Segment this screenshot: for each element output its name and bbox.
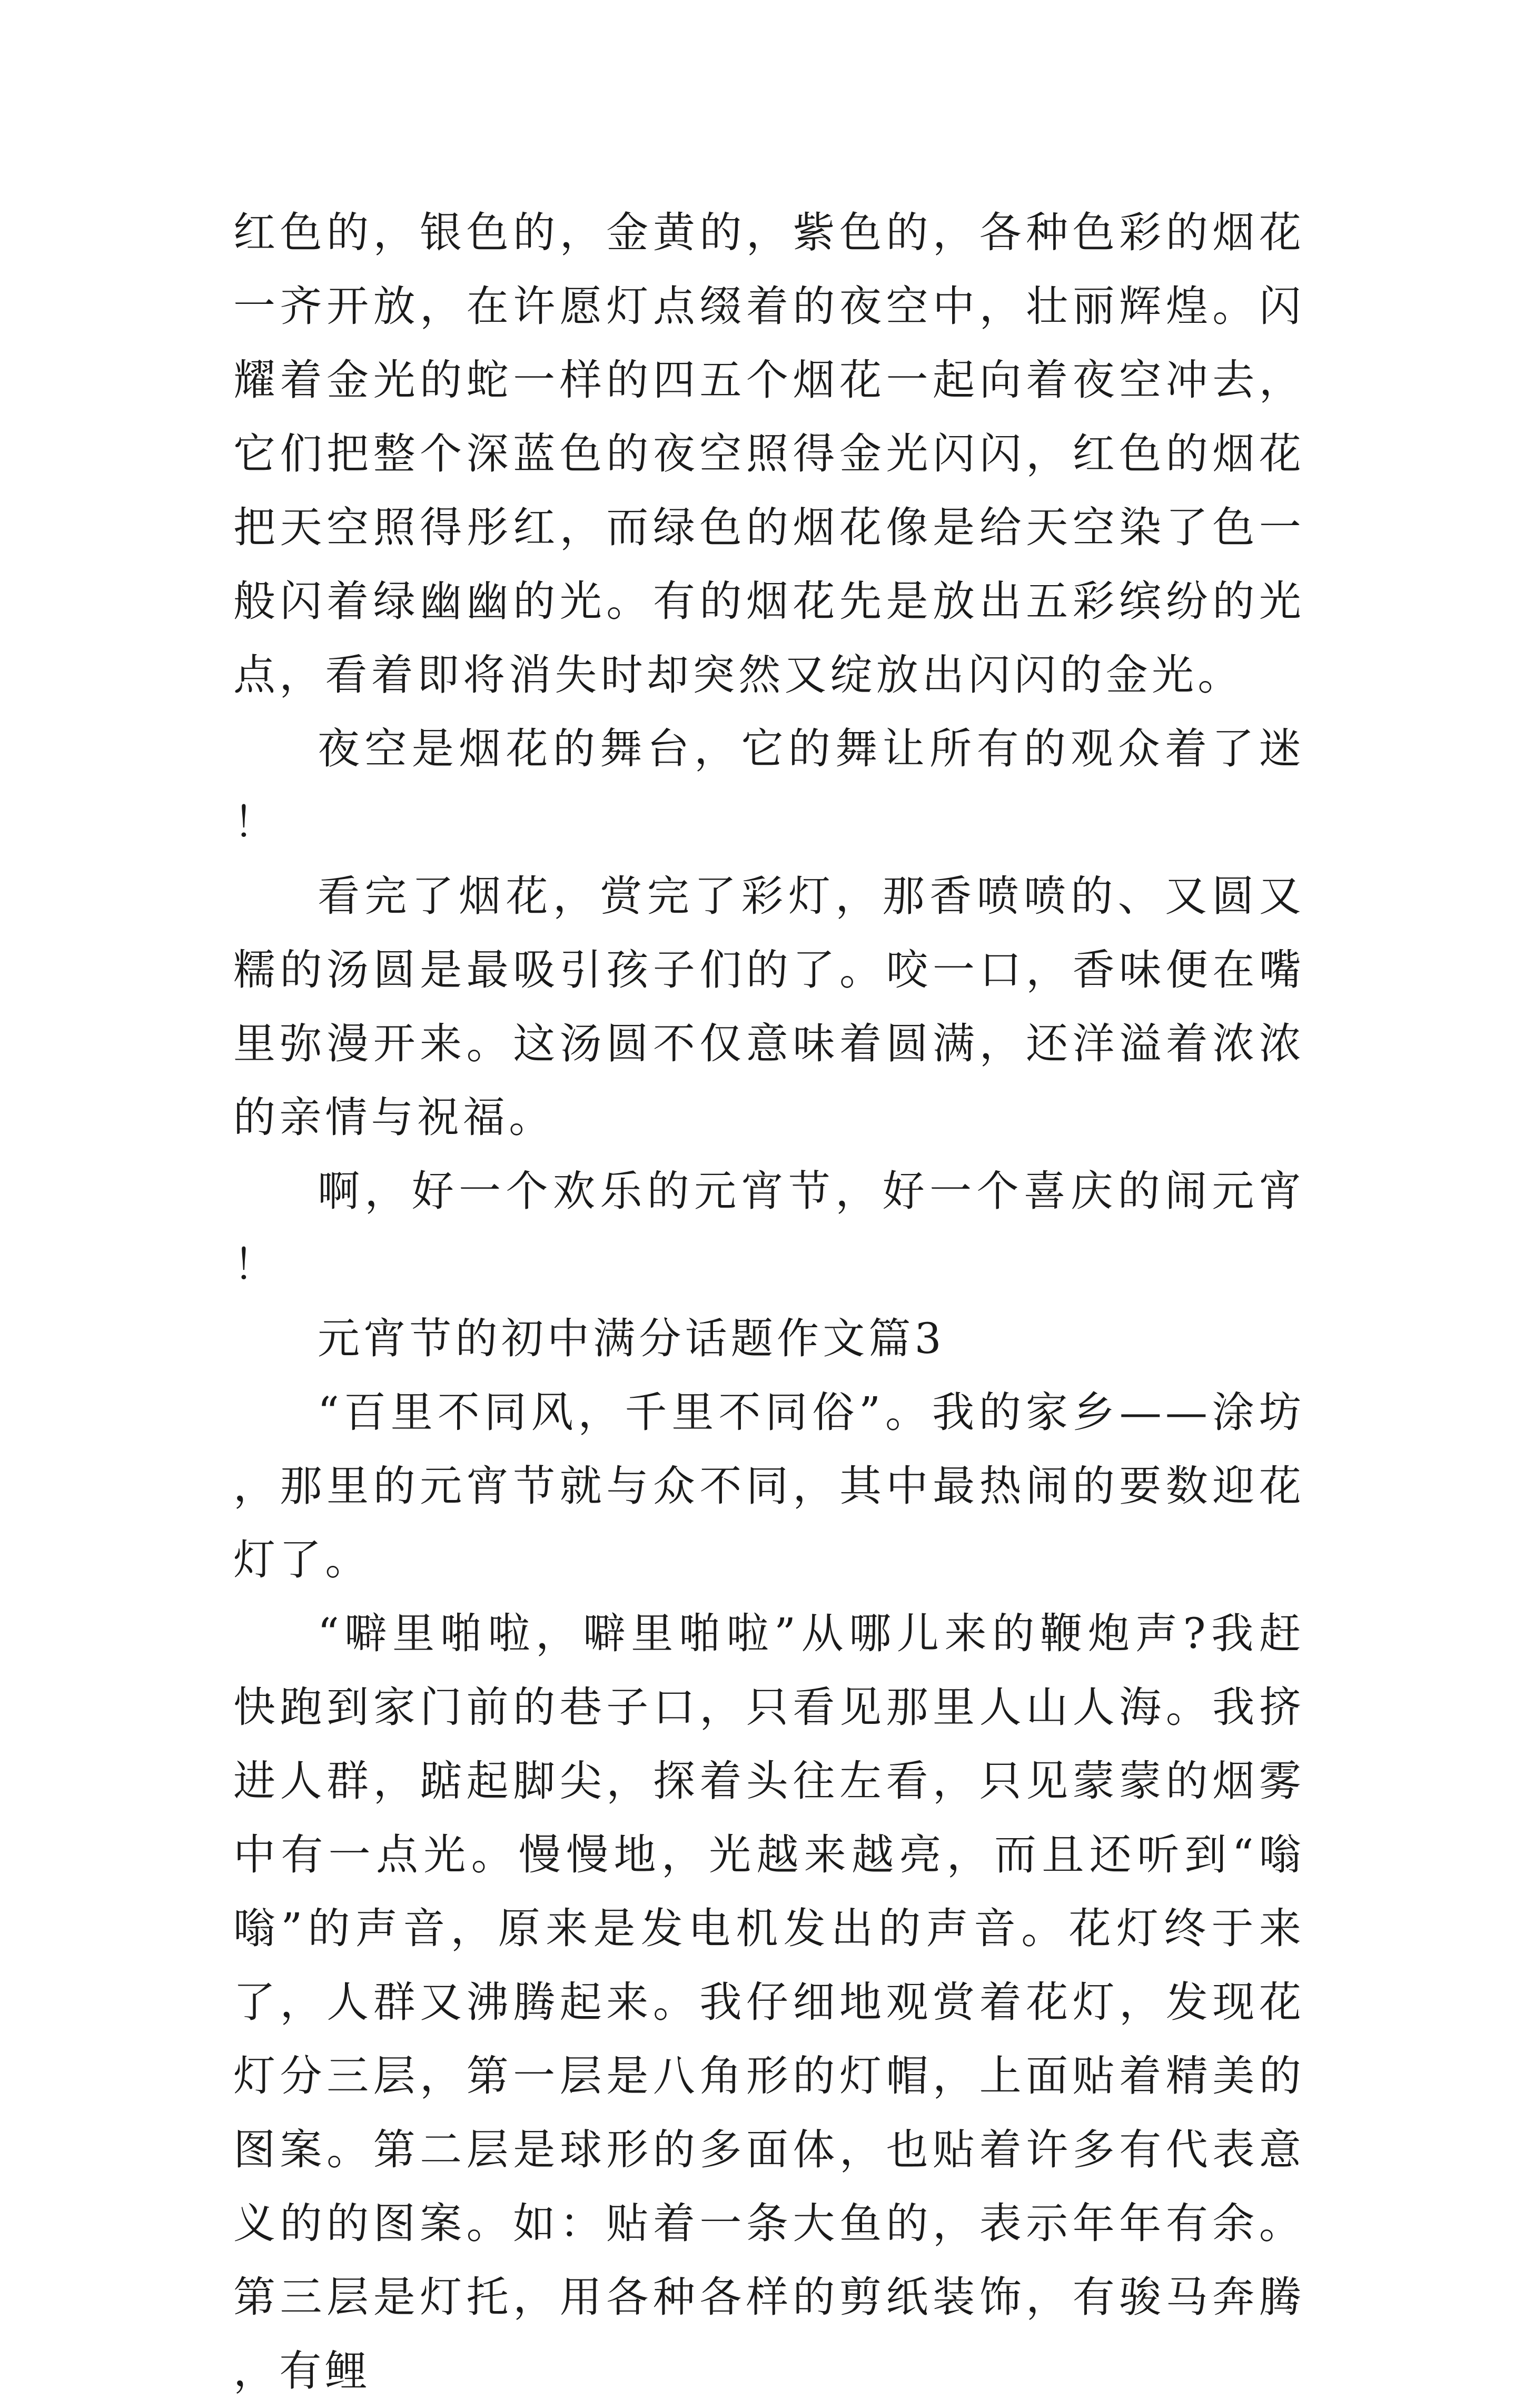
paragraph-tangyuan: 看完了烟花，赏完了彩灯，那香喷喷的、又圆又糯的汤圆是最吸引孩子们的了。咬一口，香味便在嘴里弥漫开来。这汤圆不仅意味着圆满，还洋溢着浓浓的亲情与祝福。: [233, 872, 1305, 1142]
paragraph-night-stage: 夜空是烟花的舞台，它的舞让所有的观众着了迷！: [233, 724, 1305, 847]
paragraph-hometown-custom: “百里不同风，千里不同俗”。我的家乡——涂坊，那里的元宵节就与众不同，其中最热闹的要数迎花灯了。: [233, 1388, 1305, 1584]
paragraph-joyful-festival: 啊，好一个欢乐的元宵节，好一个喜庆的闹元宵！: [233, 1167, 1305, 1289]
paragraph-fireworks-colors: 红色的，银色的，金黄的，紫色的，各种色彩的烟花一齐开放，在许愿灯点缀着的夜空中，壮丽辉煌。闪耀着金光的蛇一样的四五个烟花一起向着夜空冲去，它们把整个深蓝色的夜空照得金光闪闪，红色的烟花把天空照得彤红，而绿色的烟花像是给天空染了色一般闪着绿幽幽的光。有的烟花先是放出五彩缤纷的光点，看着即将消失时却突然又绽放出闪闪的金光。: [233, 208, 1305, 699]
paragraph-lantern-parade: “噼里啪啦，噼里啪啦”从哪儿来的鞭炮声?我赶快跑到家门前的巷子口，只看见那里人山人海。我挤进人群，踮起脚尖，探着头往左看，只见蒙蒙的烟雾中有一点光。慢慢地，光越来越亮，而且还听到“嗡嗡”的声音，原来是发电机发出的声音。花灯终于来了，人群又沸腾起来。我仔细地观赏着花灯，发现花灯分三层，第一层是八角形的灯帽，上面贴着精美的图案。第二层是球形的多面体，也贴着许多有代表意义的的图案。如：贴着一条大鱼的，表示年年有余。第三层是灯托，用各种各样的剪纸装饰，有骏马奔腾，有鲤: [233, 1609, 1305, 2395]
section-heading: 元宵节的初中满分话题作文篇3: [318, 1314, 945, 1363]
article-body: [233, 196, 1305, 2408]
